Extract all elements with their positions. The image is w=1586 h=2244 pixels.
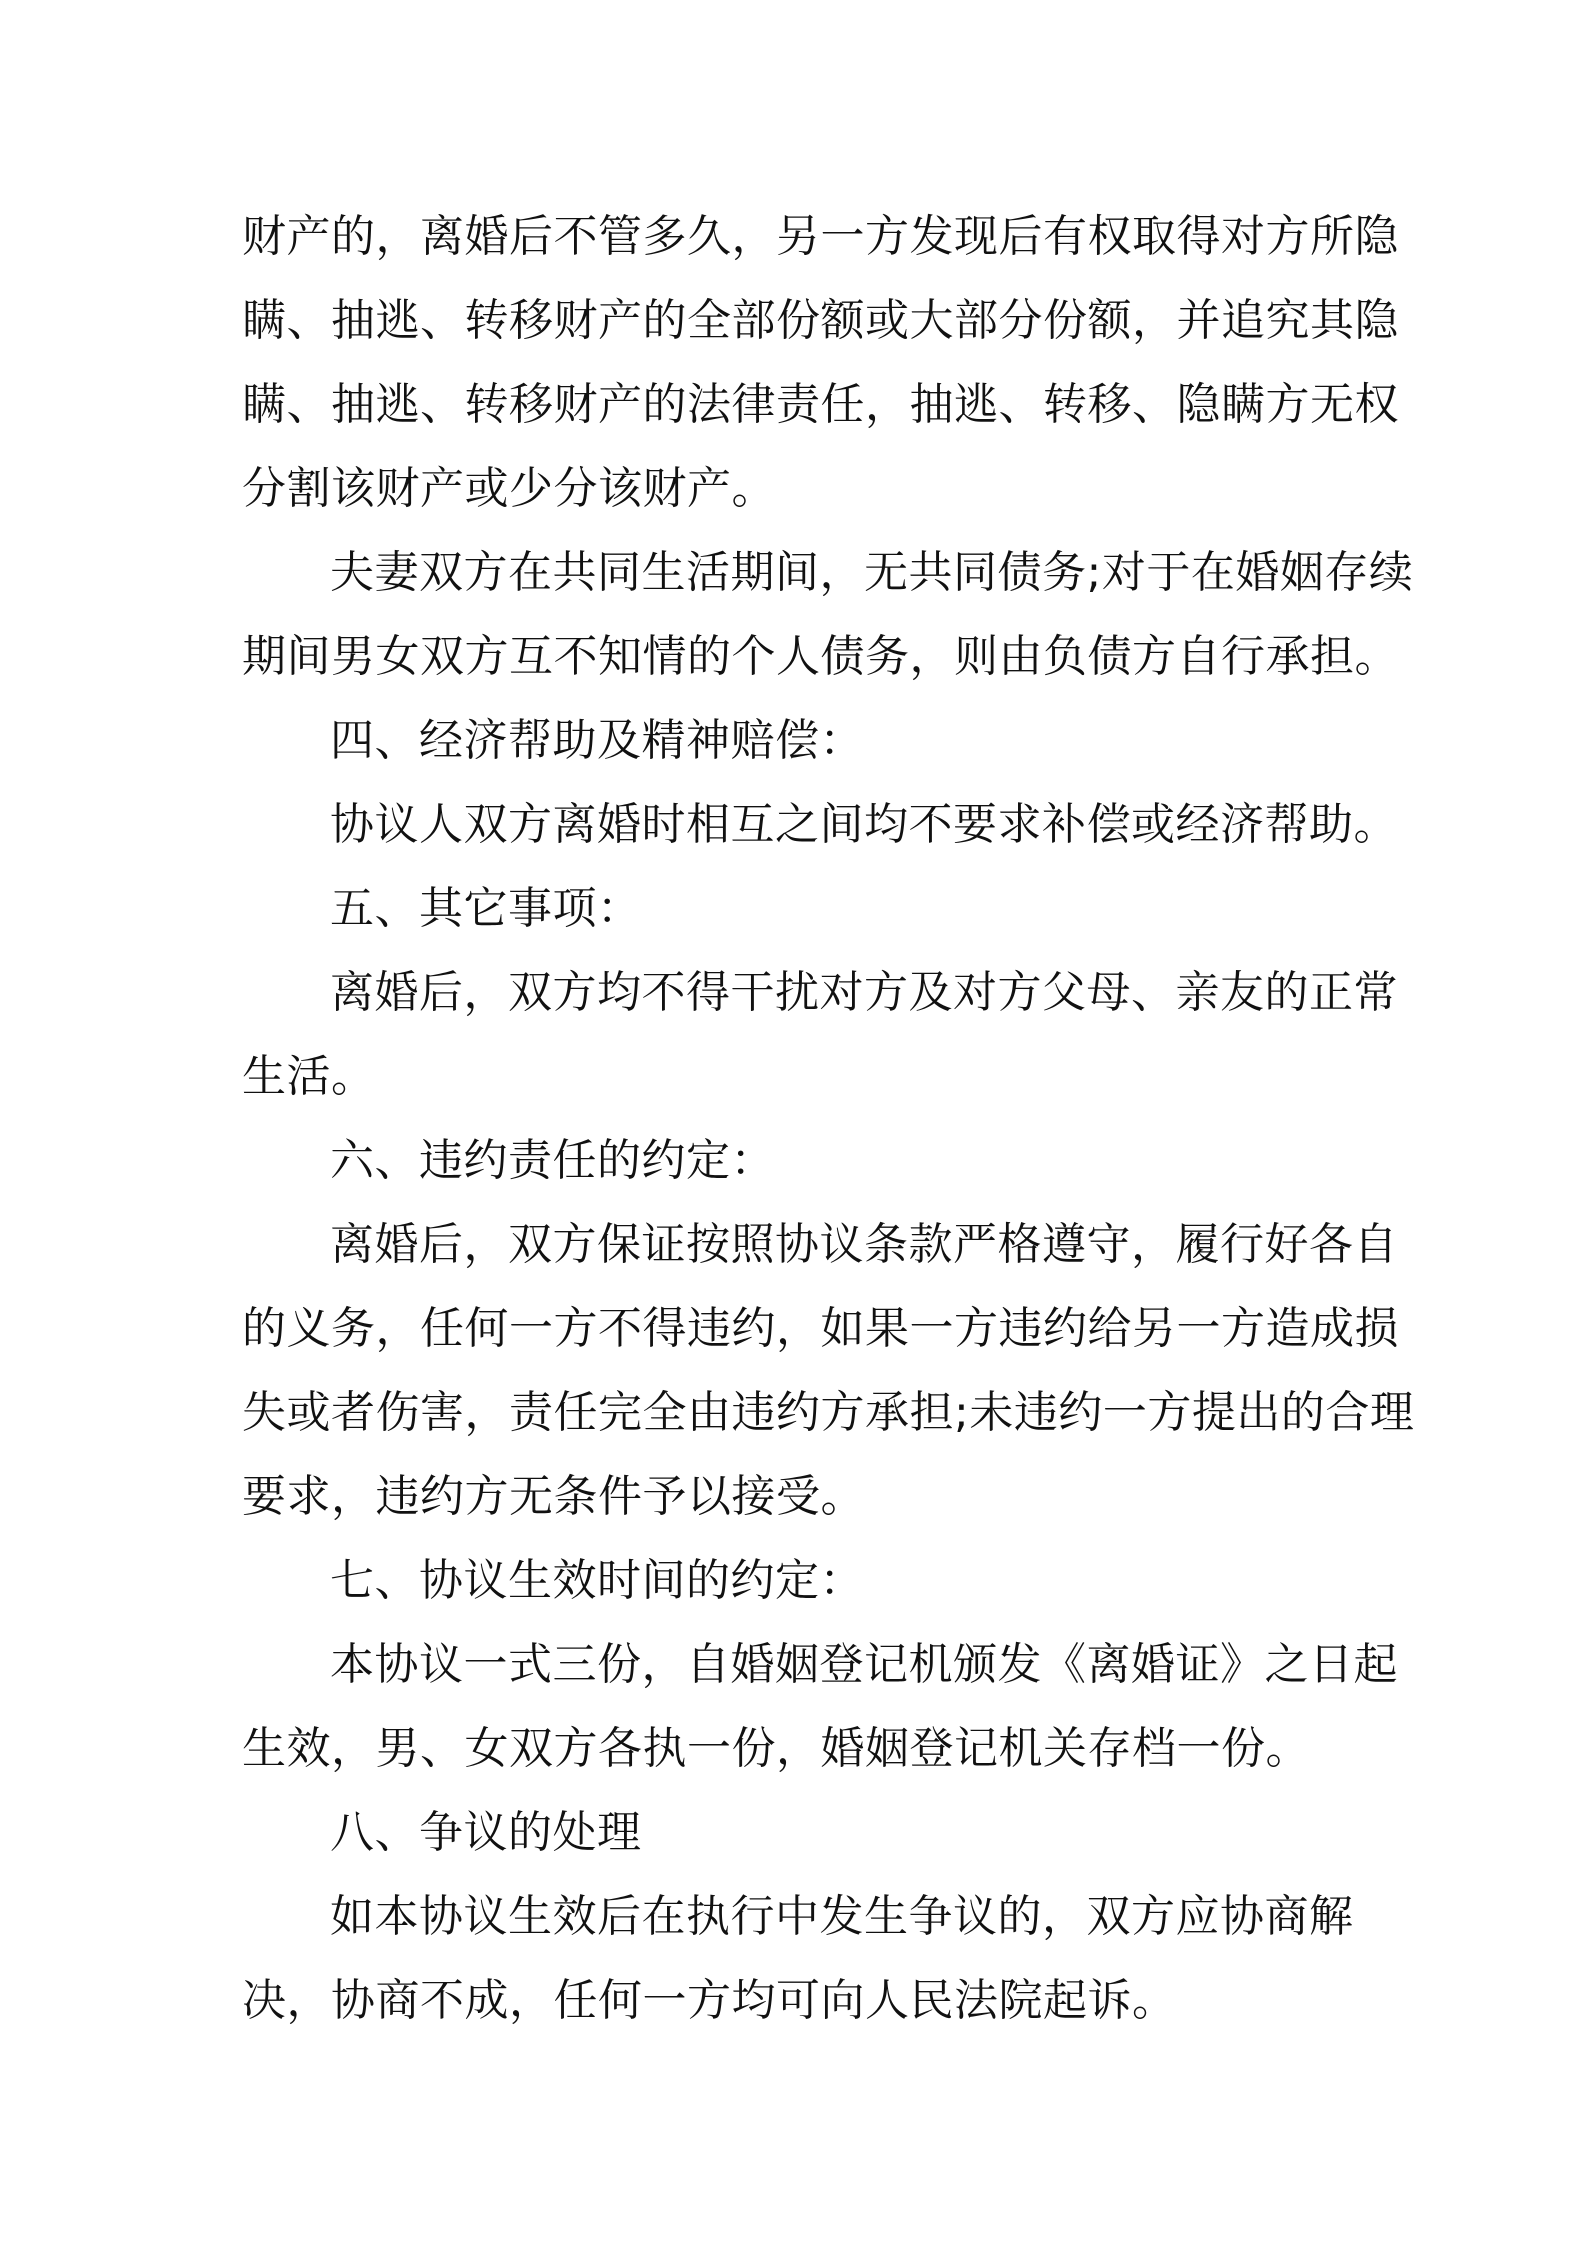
- document-line: 失或者伤害，责任完全由违约方承担;未违约一方提出的合理: [242, 1387, 1415, 1438]
- document-line: 八、争议的处理: [330, 1807, 642, 1858]
- document-body: [242, 195, 1415, 2043]
- document-line: 要求，违约方无条件予以接受。: [242, 1471, 865, 1522]
- document-line: 本协议一式三份，自婚姻登记机颁发《离婚证》之日起: [330, 1639, 1398, 1690]
- document-line: 的义务，任何一方不得违约，如果一方违约给另一方造成损: [242, 1303, 1399, 1354]
- document-line: 离婚后，双方均不得干扰对方及对方父母、亲友的正常: [330, 967, 1398, 1018]
- document-line: 夫妻双方在共同生活期间，无共同债务;对于在婚姻存续: [330, 547, 1414, 598]
- document-line: 六、违约责任的约定：: [330, 1135, 775, 1186]
- document-line: 协议人双方离婚时相互之间均不要求补偿或经济帮助。: [330, 799, 1398, 850]
- document-line: 离婚后，双方保证按照协议条款严格遵守，履行好各自: [330, 1219, 1398, 1270]
- document-line: 如本协议生效后在执行中发生争议的，双方应协商解: [330, 1891, 1354, 1942]
- document-line: 分割该财产或少分该财产。: [242, 463, 776, 514]
- document-line: 四、经济帮助及精神赔偿：: [330, 715, 864, 766]
- document-line: 财产的，离婚后不管多久，另一方发现后有权取得对方所隐: [242, 211, 1399, 262]
- document-line: 生效，男、女双方各执一份，婚姻登记机关存档一份。: [242, 1723, 1310, 1774]
- document-line: 七、协议生效时间的约定：: [330, 1555, 864, 1606]
- document-line: 决，协商不成，任何一方均可向人民法院起诉。: [242, 1975, 1177, 2026]
- document-line: 期间男女双方互不知情的个人债务，则由负债方自行承担。: [242, 631, 1399, 682]
- document-line: 瞒、抽逃、转移财产的法律责任，抽逃、转移、隐瞒方无权: [242, 379, 1399, 430]
- document-line: 瞒、抽逃、转移财产的全部份额或大部分份额，并追究其隐: [242, 295, 1399, 346]
- document-line: 生活。: [242, 1051, 376, 1102]
- document-line: 五、其它事项：: [330, 883, 642, 934]
